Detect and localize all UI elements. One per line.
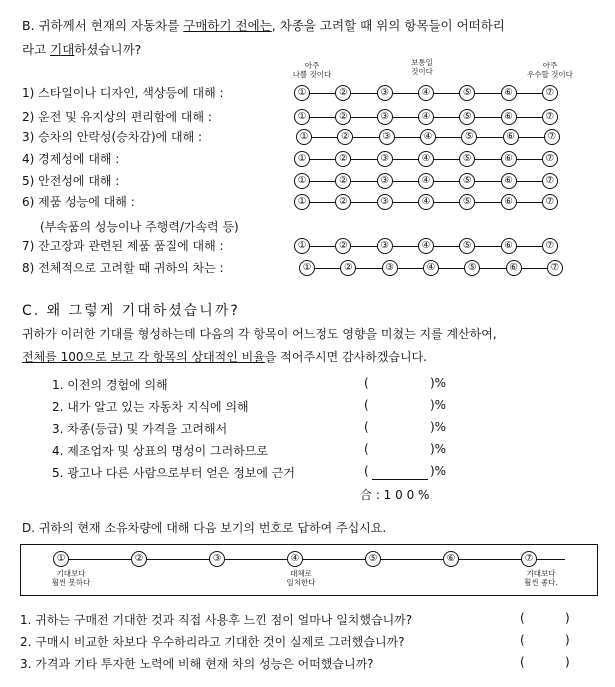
scale-option-1[interactable]: ① [294,151,310,167]
percent-input-field[interactable] [372,378,428,391]
section-d-scale-box [20,544,598,596]
rating-scale [53,551,573,567]
scale-anchor-mid [400,58,444,76]
text: 하셨습니까? [74,42,142,57]
percent-close-paren: )% [430,442,447,456]
percent-open-paren: ( [364,464,369,478]
scale-anchor-high [520,61,580,79]
scale-option-4[interactable]: ④ [418,109,434,125]
scale-option-2[interactable]: ② [337,129,353,145]
text: 라고 [22,42,51,57]
answer-close-paren: ) [565,611,570,625]
scale-option-2[interactable]: ② [335,238,351,254]
anchor-text: 기대보다 [56,569,86,578]
scale-option-3[interactable]: ③ [379,129,395,145]
scale-option-1[interactable]: ① [294,85,310,101]
rating-scale [294,238,556,254]
scale-option-5[interactable]: ⑤ [459,194,475,210]
section-c-intro-line2 [22,348,427,365]
rating-scale [294,173,556,189]
section-c-title: C. 왜 그렇게 기대하셨습니까? [22,303,240,319]
scale-option-6[interactable]: ⑥ [506,260,522,276]
scale-option-5[interactable]: ⑤ [459,238,475,254]
percent-item-label: 3. 차종(등급) 및 가격을 고려해서 [52,422,228,436]
rating-scale [294,109,556,125]
rating-item-label: 5) 안전성에 대해 : [22,174,120,188]
rating-scale [296,129,558,145]
scale-option-3[interactable]: ③ [377,151,393,167]
scale-option-6[interactable]: ⑥ [501,151,517,167]
underlined-text: 전체를 100으로 보고 각 항목의 상대적인 비율 [22,350,265,364]
percent-open-paren: ( [364,442,369,456]
percent-close-paren: )% [430,398,447,412]
percent-item-label: 4. 제조업자 및 상표의 명성이 그러하므로 [52,444,268,458]
percent-input-field[interactable] [372,466,428,480]
scale-option-4[interactable]: ④ [418,85,434,101]
scale-option-1[interactable]: ① [294,173,310,189]
scale-option-4[interactable]: ④ [287,551,303,567]
scale-option-7[interactable]: ⑦ [542,173,558,189]
scale-option-6[interactable]: ⑥ [501,109,517,125]
percent-item-label: 1. 이전의 경험에 의해 [52,378,168,392]
scale-option-2[interactable]: ② [335,194,351,210]
percent-open-paren: ( [364,420,369,434]
percent-input-field[interactable] [372,400,428,413]
answer-open-paren: ( [520,611,525,625]
scale-option-6[interactable]: ⑥ [501,194,517,210]
rating-scale [294,151,556,167]
scale-option-7[interactable]: ⑦ [521,551,537,567]
scale-option-5[interactable]: ⑤ [459,151,475,167]
rating-item-label: 1) 스타일이나 디자인, 색상등에 대해 : [22,86,224,100]
scale-option-3[interactable]: ③ [377,173,393,189]
scale-option-7[interactable]: ⑦ [542,109,558,125]
scale-option-4[interactable]: ④ [420,129,436,145]
anchor-text: 나쁠 것이다 [292,70,332,79]
d-anchor-low [39,569,103,587]
question-text: 1. 귀하는 구매전 기대한 것과 직접 사용후 느낀 점이 얼마나 일치했습니까? [20,613,413,627]
scale-option-6[interactable]: ⑥ [501,173,517,189]
scale-option-2[interactable]: ② [335,173,351,189]
question-text: 2. 구매시 비교한 차보다 우수하리라고 기대한 것이 실제로 그러했습니까? [20,635,405,649]
percent-open-paren: ( [364,398,369,412]
rating-item-label: 8) 전체적으로 고려할 때 귀하의 차는 : [22,261,224,275]
scale-option-3[interactable]: ③ [377,85,393,101]
text: 을 적어주시면 감사하겠습니다. [264,350,427,364]
anchor-text: 일치한다 [286,578,316,587]
underlined-text: 구매하기 전에는 [183,18,272,33]
scale-option-1[interactable]: ① [294,109,310,125]
answer-close-paren: ) [565,633,570,647]
anchor-text: 아주 [542,61,558,70]
anchor-text: 훨씬 못하다 [51,578,91,587]
scale-option-6[interactable]: ⑥ [443,551,459,567]
rating-scale [294,194,556,210]
scale-option-3[interactable]: ③ [209,551,225,567]
rating-item-label: 4) 경제성에 대해 : [22,152,120,166]
scale-option-7[interactable]: ⑦ [542,85,558,101]
scale-option-5[interactable]: ⑤ [461,129,477,145]
percent-close-paren: )% [430,464,447,478]
scale-option-3[interactable]: ③ [377,194,393,210]
anchor-text: 기대보다 [526,569,556,578]
answer-input-field[interactable] [528,611,562,625]
scale-option-2[interactable]: ② [131,551,147,567]
section-c-intro-line1: 귀하가 이러한 기대를 형성하는데 다음의 각 항목이 어느정도 영향을 미쳤는 지를 계산하여, [22,327,497,341]
scale-option-7[interactable]: ⑦ [542,151,558,167]
percent-item-label: 5. 광고나 다른 사람으로부터 얻은 정보에 근거 [52,466,295,480]
scale-option-1[interactable]: ① [294,194,310,210]
percent-input-field[interactable] [372,444,428,457]
question-text: 3. 가격과 기타 투자한 노력에 비해 현재 차의 성능은 어떠했습니까? [20,657,374,671]
rating-scale [299,260,561,276]
scale-option-7[interactable]: ⑦ [542,238,558,254]
answer-open-paren: ( [520,633,525,647]
d-anchor-high [509,569,573,587]
rating-item-label: 6) 제품 성능에 대해 : [22,195,135,209]
percent-close-paren: )% [430,376,447,390]
scale-option-4[interactable]: ④ [423,260,439,276]
scale-option-1[interactable]: ① [53,551,69,567]
percent-input-field[interactable] [372,422,428,435]
scale-option-4[interactable]: ④ [418,194,434,210]
anchor-text: 훨씬 좋다. [524,578,558,587]
answer-close-paren: ) [565,655,570,669]
scale-option-4[interactable]: ④ [418,151,434,167]
scale-option-7[interactable]: ⑦ [542,194,558,210]
scale-option-5[interactable]: ⑤ [464,260,480,276]
anchor-text: 것이다 [411,67,433,76]
section-b-heading-line1 [22,16,505,34]
answer-input-field[interactable] [528,633,562,647]
item6-sub-label: (부속품의 성능이나 주행력/가속력 등) [40,220,239,234]
text: , 차종을 고려할 때 위의 항목들이 어떠하리 [271,18,505,33]
anchor-text: 대체로 [290,569,312,578]
scale-option-2[interactable]: ② [335,151,351,167]
scale-option-5[interactable]: ⑤ [459,173,475,189]
percent-item-label: 2. 내가 알고 있는 자동차 지식에 의해 [52,400,249,414]
rating-item-label: 2) 운전 및 유지상의 편리함에 대해 : [22,110,212,124]
scale-option-3[interactable]: ③ [377,109,393,125]
scale-option-4[interactable]: ④ [418,173,434,189]
section-b-heading-line2 [22,40,141,58]
scale-option-4[interactable]: ④ [418,238,434,254]
scale-option-2[interactable]: ② [335,109,351,125]
scale-option-5[interactable]: ⑤ [459,109,475,125]
scale-option-2[interactable]: ② [335,85,351,101]
percent-close-paren: )% [430,420,447,434]
underlined-text: 기대 [50,42,75,57]
answer-open-paren: ( [520,655,525,669]
d-anchor-mid [273,569,329,587]
answer-input-field[interactable] [528,655,562,669]
anchor-text: 우수할 것이다 [527,70,573,79]
rating-scale [294,85,556,101]
scale-option-6[interactable]: ⑥ [501,85,517,101]
text: B. 귀하께서 현재의 자동차를 [22,18,184,33]
percent-open-paren: ( [364,376,369,390]
rating-item-label: 7) 잔고장과 관련된 제품 품질에 대해 : [22,239,224,253]
section-d-title: D. 귀하의 현재 소유차량에 대해 다음 보기의 번호로 답하여 주십시요. [22,521,387,535]
scale-option-6[interactable]: ⑥ [503,129,519,145]
anchor-text: 아주 [304,61,320,70]
scale-option-2[interactable]: ② [340,260,356,276]
scale-option-7[interactable]: ⑦ [547,260,563,276]
scale-option-3[interactable]: ③ [377,238,393,254]
scale-anchor-low [282,61,342,79]
scale-option-1[interactable]: ① [294,238,310,254]
scale-option-6[interactable]: ⑥ [501,238,517,254]
scale-option-1[interactable]: ① [299,260,315,276]
anchor-text: 보통일 [411,58,433,67]
scale-option-5[interactable]: ⑤ [459,85,475,101]
scale-option-5[interactable]: ⑤ [365,551,381,567]
scale-option-1[interactable]: ① [296,129,312,145]
percent-total: 合 : 1 0 0 % [360,488,430,502]
scale-option-3[interactable]: ③ [382,260,398,276]
scale-option-7[interactable]: ⑦ [544,129,560,145]
rating-item-label: 3) 승차의 안락성(승차감)에 대해 : [22,130,203,144]
